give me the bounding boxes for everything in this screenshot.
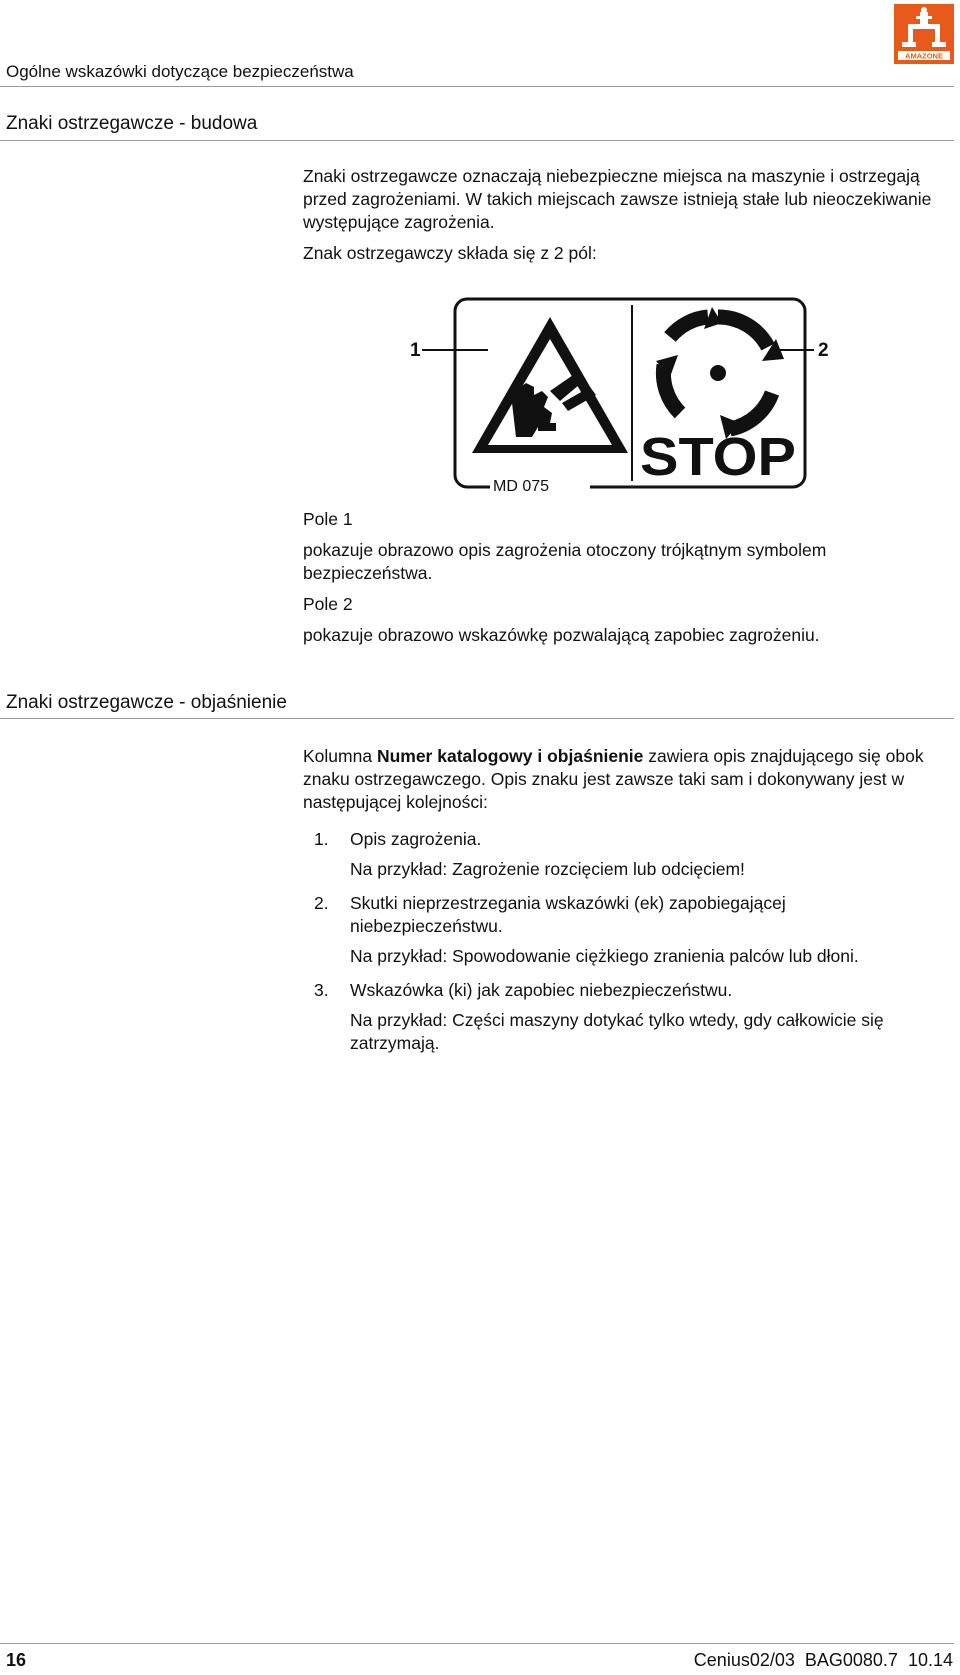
field1-text: pokazuje obrazowo opis zagrożenia otoczony trójkątnym symbolem bezpieczeństwa. [303,540,827,583]
page-number: 16 [6,1650,27,1670]
section-divider [0,140,954,141]
footer-divider [0,1643,954,1644]
hazard-triangle-icon [472,317,628,453]
document-reference: Cenius02/03 BAG0080.7 10.14 [693,1650,953,1670]
section-heading-structure: Znaki ostrzegawcze - budowa [6,113,258,134]
fields-intro: Znak ostrzegawczy składa się z 2 pól: [303,243,597,263]
amazone-logo [894,4,954,64]
stop-text: STOP [640,427,796,487]
section-heading-explanation: Znaki ostrzegawcze - objaśnienie [6,692,287,713]
warning-sign-figure [400,295,840,495]
logo-text: AMAZONE [905,51,943,61]
column-name: Numer katalogowy i objaśnienie [376,746,644,766]
section1-body [303,165,943,273]
page-header-title: Ogólne wskazówki dotyczące bezpieczeństwa [6,62,354,81]
explanation-steps [303,828,943,1055]
sign-code: MD 075 [493,478,550,495]
fields-explanation [303,508,943,655]
intro-paragraph: Znaki ostrzegawcze oznaczają niebezpieczne miejsca na maszynie i ostrzegają przed zagrożeniami. W takich miejscach zawsze istnieją stałe lub nieoczekiwanie występujące zagrożenia. [303,166,932,232]
section2-body [303,745,943,1066]
list-item: 1. Opis zagrożenia. Na przykład: Zagrożenie rozcięciem lub odcięciem! [314,829,745,879]
header-divider [0,86,954,87]
field1-label: Pole 1 [303,509,353,529]
rotating-parts-icon [656,307,784,439]
callout-1: 1 [410,340,421,361]
section-divider [0,718,954,719]
list-item: 2. Skutki nieprzestrzegania wskazówki (ek) zapobiegającej niebezpieczeństwu. Na przykład: Spowodowanie ciężkiego zranienia palców lub dłoni. [314,893,859,966]
field2-text: pokazuje obrazowo wskazówkę pozwalającą zapobiec zagrożeniu. [303,625,820,645]
explanation-intro: Kolumna Numer katalogowy i objaśnienie zawiera opis znajdującego się obok znaku ostrzegawczego. Opis znaku jest zawsze taki sam i dokonywany jest w następującej kolejności: [303,746,924,812]
callout-2: 2 [818,340,829,361]
field2-label: Pole 2 [303,594,353,614]
list-item: 3. Wskazówka (ki) jak zapobiec niebezpieczeństwu. Na przykład: Części maszyny dotykać tylko wtedy, gdy całkowicie się zatrzymają. [314,980,884,1053]
